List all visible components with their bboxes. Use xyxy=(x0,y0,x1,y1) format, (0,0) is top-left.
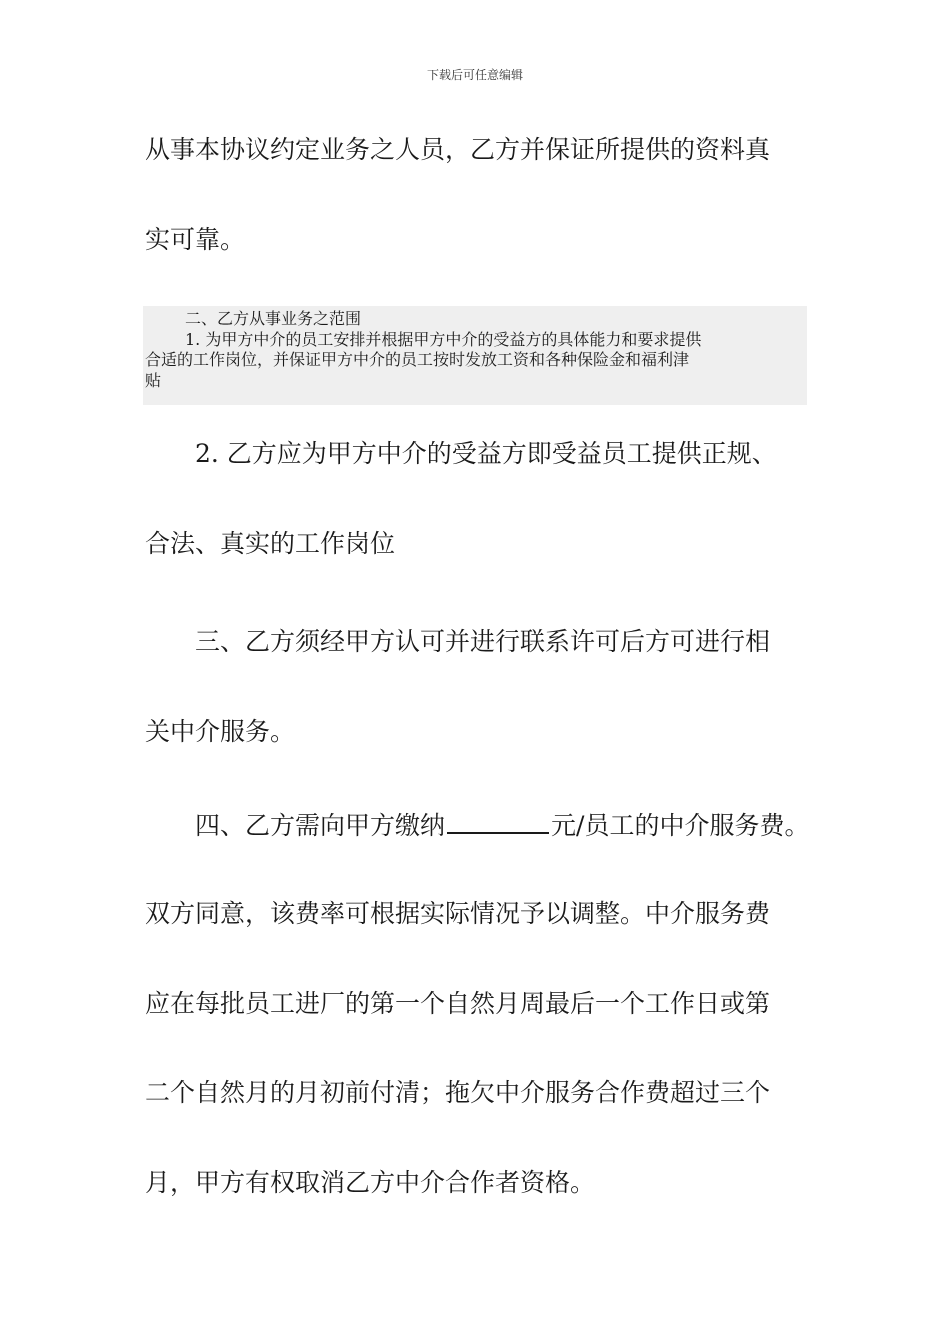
highlighted-clause-box xyxy=(143,306,807,405)
paragraph-line: 月，甲方有权取消乙方中介合作者资格。 xyxy=(145,1168,596,1197)
clause-line: 贴 xyxy=(145,370,162,390)
paragraph-line: 合法、真实的工作岗位 xyxy=(145,529,396,558)
paragraph-line: 从事本协议约定业务之人员，乙方并保证所提供的资料真 xyxy=(145,135,771,164)
clause-title: 二、乙方从事业务之范围 xyxy=(185,309,362,328)
clause-line: 合适的工作岗位，并保证甲方中介的员工按时发放工资和各种保险金和福利津 xyxy=(145,350,690,369)
paragraph-line: 2. 乙方应为甲方中介的受益方即受益员工提供正规、 xyxy=(195,439,777,468)
paragraph-line: 实可靠。 xyxy=(145,225,246,254)
paragraph-line-fee xyxy=(195,808,860,842)
paragraph-line: 双方同意，该费率可根据实际情况予以调整。中介服务费 xyxy=(145,899,771,928)
fee-blank-field[interactable] xyxy=(447,808,549,834)
page-header: 下载后可任意编辑 xyxy=(426,68,523,82)
fee-text-before: 四、乙方需向甲方缴纳 xyxy=(195,811,446,840)
paragraph-line: 关中介服务。 xyxy=(145,717,296,746)
paragraph-line: 应在每批员工进厂的第一个自然月周最后一个工作日或第 xyxy=(145,989,771,1018)
paragraph-line: 二个自然月的月初前付清；拖欠中介服务合作费超过三个 xyxy=(145,1078,771,1107)
paragraph-line: 三、乙方须经甲方认可并进行联系许可后方可进行相 xyxy=(195,627,771,656)
clause-line: 1. 为甲方中介的员工安排并根据甲方中介的受益方的具体能力和要求提供 xyxy=(185,329,702,349)
fee-text-after: 元/员工的中介服务费。 xyxy=(551,811,810,840)
